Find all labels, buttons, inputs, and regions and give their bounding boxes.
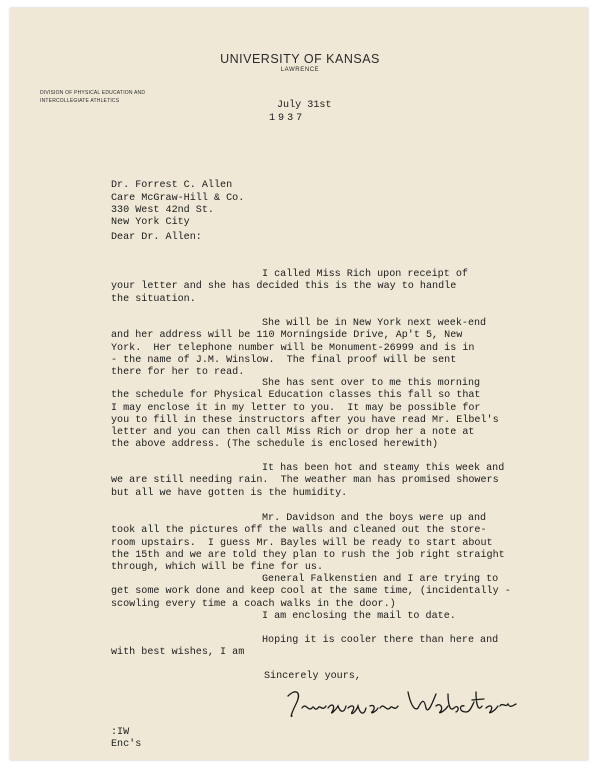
address-line: Care McGraw-Hill & Co. [111,192,245,204]
body-line: get some work done and keep cool at the same time, (incidentally - [111,586,511,598]
address-line: New York City [111,217,190,229]
city-name: LAWRENCE [280,67,320,73]
paragraph-3 [111,378,499,452]
body-line: York. Her telephone number will be Monument-26999 and is in [111,342,475,354]
body-line: - the name of J.M. Winslow. The final proof will be sent [111,354,457,366]
body-line: It has been hot and steamy this week and [262,463,505,474]
paragraph-1 [111,269,468,306]
body-line: with best wishes, I am [111,647,245,659]
closing: Sincerely yours, [264,671,361,682]
paragraph-7 [111,611,456,623]
division-line-1: DIVISION OF PHYSICAL EDUCATION AND [40,90,146,96]
body-line: letter and you can then call Miss Rich or drop her a note at [111,427,475,439]
body-line: Mr. Davidson and the boys were up and [262,513,487,524]
body-line: She will be in New York next week-end [262,318,487,329]
body-line: General Falkenstien and I are trying to [262,574,499,585]
date-year: 1937 [269,113,306,124]
date-day: July 31st [277,100,332,111]
body-line: and her address will be 110 Morningside Drive, Ap't 5, New [111,330,463,342]
paragraph-8 [111,635,498,660]
paragraph-2 [111,318,486,379]
body-line: She has sent over to me this morning [262,378,481,389]
body-line: I called Miss Rich upon receipt of [262,269,468,280]
body-line: the schedule for Physical Education classes this fall so that [111,390,481,402]
signature [280,682,520,727]
salutation: Dear Dr. Allen: [111,232,202,243]
typist-initials: :IW [111,727,130,738]
body-line: your letter and she has decided this is the way to handle [111,281,457,293]
body-line: Hoping it is cooler there than here and [262,635,499,646]
body-line: the above address. (The schedule is enclosed herewith) [111,439,439,451]
body-line: but all we have gotten is the humidity. [111,487,348,499]
division-name [40,89,145,105]
body-line: I may enclose it in my letter to you. It may be possible for [111,402,481,414]
body-line: room upstairs. I guess Mr. Bayles will be ready to start about [111,537,493,549]
body-line: I am enclosing the mail to date. [262,611,456,622]
initials-block [111,727,141,751]
division-line-2: INTERCOLLEGIATE ATHLETICS [40,98,120,104]
paragraph-6 [111,574,511,611]
body-line: the 15th and we are told they plan to rush the job right straight [111,549,505,561]
paragraph-5 [111,513,505,574]
body-line: took all the pictures off the walls and cleaned out the store- [111,525,487,537]
recipient-address [111,168,244,242]
paragraph-4 [111,463,504,500]
body-line: the situation. [111,293,196,305]
enclosures-note: Enc's [111,739,142,750]
address-line: 330 West 42nd St. [111,204,214,216]
body-line: through, which will be fine for us. [111,562,324,574]
address-line: Dr. Forrest C. Allen [111,180,233,192]
body-line: you to fill in these instructors after you have read Mr. Elbel's [111,414,499,426]
body-line: there for her to read. [111,367,245,379]
body-line: scowling every time a coach walks in the door.) [111,598,396,610]
university-name: UNIVERSITY OF KANSAS [220,52,380,66]
body-line: we are still needing rain. The weather man has promised showers [111,475,499,487]
